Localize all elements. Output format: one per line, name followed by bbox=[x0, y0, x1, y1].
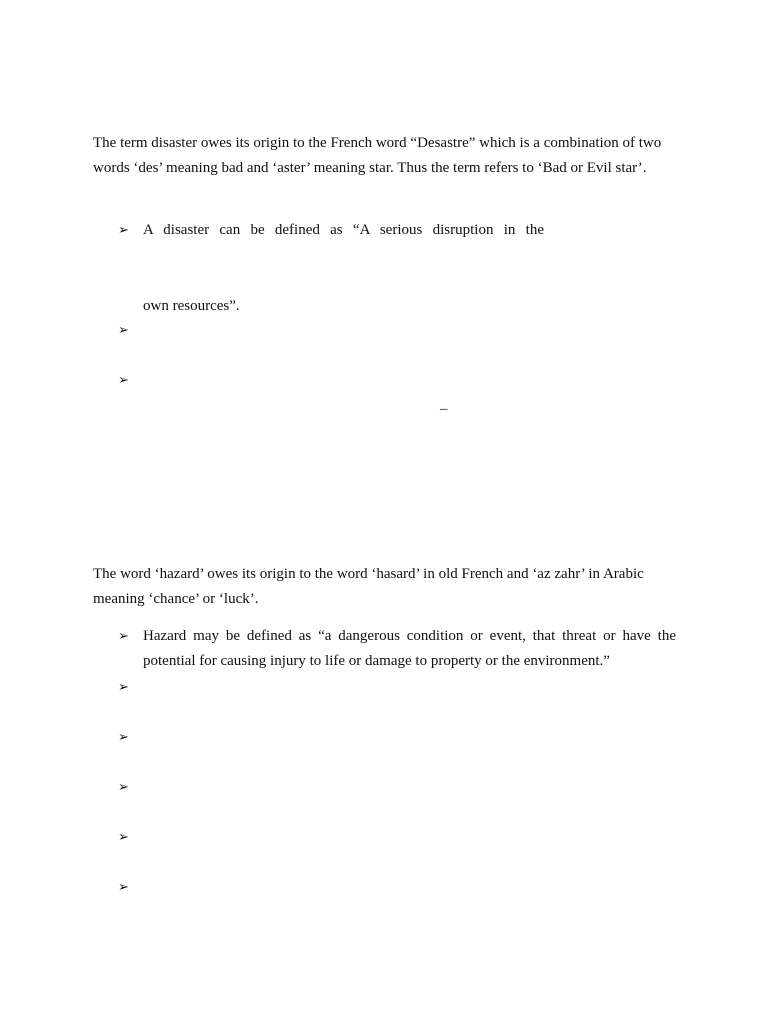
bullet-arrow-icon: ➢ bbox=[118, 629, 129, 644]
dash-mark: – bbox=[440, 401, 448, 417]
paragraph-disaster-origin: The term disaster owes its origin to the French word “Desastre” which is a combination of two words ‘des’ meaning bad and ‘aster’ meaning star. Thus the term refers to ‘Bad or Evil star’. bbox=[93, 135, 662, 176]
bullet-arrow-icon: ➢ bbox=[118, 680, 129, 695]
paragraph-hazard-origin: The word ‘hazard’ owes its origin to the word ‘hasard’ in old French and ‘az zahr’ in Arabic meaning ‘chance’ or ‘luck’. bbox=[93, 566, 644, 607]
bullet-arrow-icon: ➢ bbox=[118, 880, 129, 895]
hazard-definition: Hazard may be defined as “a dangerous condition or event, that threat or have the potential for causing injury to life or damage to property or the environment.” bbox=[143, 628, 676, 669]
bullet-arrow-icon: ➢ bbox=[118, 780, 129, 795]
bullet-arrow-icon: ➢ bbox=[118, 730, 129, 745]
bullet-arrow-icon: ➢ bbox=[118, 830, 129, 845]
bullet-arrow-icon: ➢ bbox=[118, 323, 129, 338]
bullet-arrow-icon: ➢ bbox=[118, 373, 129, 388]
bullet-arrow-icon: ➢ bbox=[118, 223, 129, 238]
disaster-definition-line-2: own resources”. bbox=[143, 298, 240, 314]
disaster-definition-line-1: A disaster can be defined as “A serious disruption in the bbox=[143, 222, 544, 238]
